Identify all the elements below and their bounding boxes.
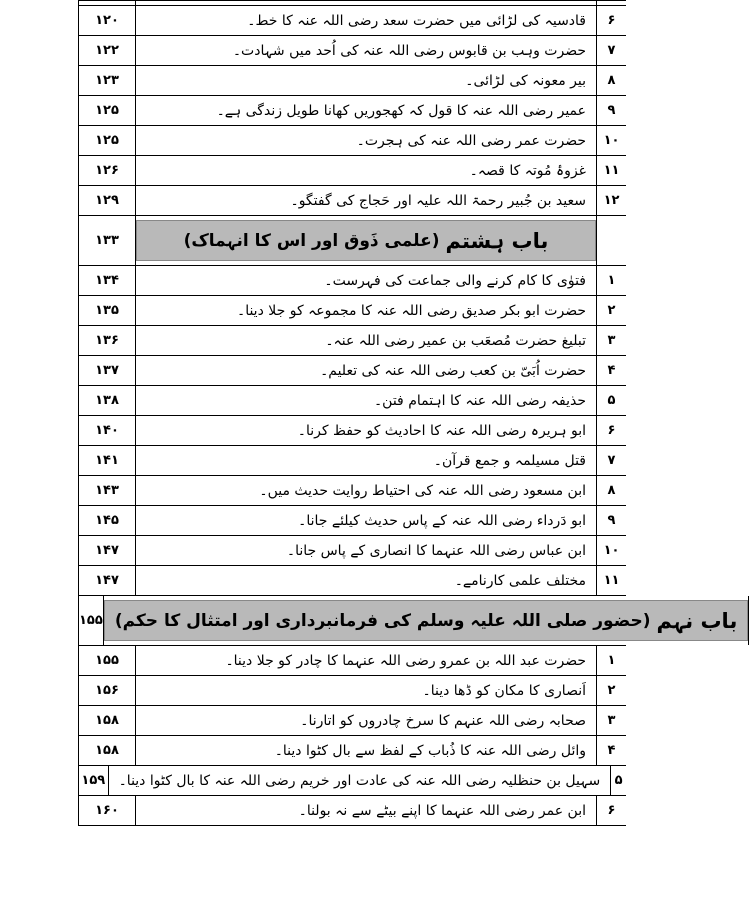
page-number: ۱۴۷ (78, 566, 136, 595)
page-number: ۱۴۵ (78, 506, 136, 535)
page-number: ۱۵۸ (78, 706, 136, 735)
entry-title: قتل مسیلمہ و جمع قرآن۔ (433, 452, 586, 469)
entry-title: ابو ہریرہ رضی اللہ عنہ کا احادیث کو حفظ کرنا۔ (297, 422, 586, 439)
page-number: ۱۴۷ (78, 536, 136, 565)
page-number: ۱۲۶ (78, 156, 136, 185)
page-number: ۱۳۴ (78, 266, 136, 295)
chapter-title (104, 600, 749, 641)
entry-title: حضرت اُبَیّ بن کعب رضی اللہ عنہ کی تعلیم۔ (320, 362, 586, 379)
entry-number: ۲ (596, 296, 626, 325)
toc-entry-row (78, 126, 626, 156)
page-number: ۱۲۵ (78, 126, 136, 155)
entry-title: سعید بن جُبیر رحمۃ اللہ علیہ اور حَجاج کی گفتگو۔ (290, 192, 586, 209)
entry-title: ابو دَرداء رضی اللہ عنہ کے پاس حدیث کیلئے جانا۔ (298, 512, 586, 529)
page-number: ۱۳۷ (78, 356, 136, 385)
entry-title: حذیفہ رضی اللہ عنہ کا اہتمام فتن۔ (373, 392, 586, 409)
page-number: ۱۵۶ (78, 676, 136, 705)
chapter-header-row (78, 596, 738, 646)
toc-entry-row (78, 766, 626, 796)
toc-entry-row (78, 676, 626, 706)
toc-entry-row (78, 446, 626, 476)
toc-entry-row (78, 96, 626, 126)
entry-title: حضرت عبد اللہ بن عمرو رضی اللہ عنہما کا چادر کو جلا دینا۔ (225, 652, 586, 669)
entry-title: قادسیہ کی لڑائی میں حضرت سعد رضی اللہ عنہ کا خط۔ (247, 12, 586, 29)
toc-entry-row (78, 186, 626, 216)
entry-title: فتوٰی کا کام کرنے والی جماعت کی فہرست۔ (324, 272, 586, 289)
entry-number: ۴ (596, 356, 626, 385)
toc-entry-row (78, 326, 626, 356)
toc-entry-row (78, 296, 626, 326)
entry-number: ۵ (596, 386, 626, 415)
entry-number: ۶ (596, 796, 626, 825)
page-number: ۱۵۵ (78, 596, 104, 645)
entry-title: اَنصاری کا مکان کو ڈھا دینا۔ (422, 682, 586, 699)
entry-number: ۹ (596, 96, 626, 125)
toc-entry-row (78, 646, 626, 676)
chapter-label: باب نہم (656, 608, 738, 633)
toc-entry-row (78, 506, 626, 536)
toc-entry-row (78, 266, 626, 296)
entry-title: بیر معونہ کی لڑائی۔ (465, 72, 586, 89)
toc-entry-row (78, 706, 626, 736)
entry-number: ۲ (596, 676, 626, 705)
toc-entry-row (78, 36, 626, 66)
entry-number: ۵ (610, 766, 626, 795)
entry-number: ۱ (596, 646, 626, 675)
entry-title: صحابہ رضی اللہ عنہم کا سرخ چادروں کو اتارنا۔ (300, 712, 586, 729)
entry-number: ۳ (596, 326, 626, 355)
entry-number: ۱۰ (596, 126, 626, 155)
page-number: ۱۶۰ (78, 796, 136, 825)
page-number: ۱۳۶ (78, 326, 136, 355)
chapter-label: باب ہشتم (445, 228, 549, 253)
entry-number: ۹ (596, 506, 626, 535)
toc-entry-row (78, 796, 626, 826)
toc-entry-row (78, 66, 626, 96)
toc-entry-row (78, 6, 626, 36)
page-number: ۱۳۳ (78, 216, 136, 265)
entry-number: ۱۰ (596, 536, 626, 565)
page-number: ۱۴۱ (78, 446, 136, 475)
entry-title: حضرت وہب بن قابوس رضی اللہ عنہ کی اُحد میں شہادت۔ (232, 42, 586, 59)
page-number: ۱۲۹ (78, 186, 136, 215)
page-number: ۱۲۵ (78, 96, 136, 125)
page-number: ۱۳۸ (78, 386, 136, 415)
entry-number: ۴ (596, 736, 626, 765)
table-of-contents (78, 0, 738, 826)
entry-number: ۸ (596, 66, 626, 95)
entry-number: ۱۲ (596, 186, 626, 215)
entry-number: ۳ (596, 706, 626, 735)
entry-title: عمیر رضی اللہ عنہ کا قول کہ کھجوریں کھانا طویل زندگی ہے۔ (216, 102, 586, 119)
entry-title: غزوۂ مُوتہ کا قصہ۔ (469, 162, 586, 179)
page-number: ۱۲۳ (78, 66, 136, 95)
entry-number: ۸ (596, 476, 626, 505)
toc-entry-row (78, 416, 626, 446)
toc-entry-row (78, 566, 626, 596)
entry-title: مختلف علمی کارنامے۔ (454, 572, 586, 589)
entry-number: ۷ (596, 446, 626, 475)
entry-number: ۱ (596, 266, 626, 295)
entry-title: سہیل بن حنظلیہ رضی اللہ عنہ کی عادت اور خریم رضی اللہ عنہ کا بال کٹوا دینا۔ (118, 772, 601, 789)
toc-entry-row (78, 156, 626, 186)
page-number: ۱۵۹ (78, 766, 109, 795)
entry-title: تبلیغ حضرت مُصعَب بن عمیر رضی اللہ عنہ۔ (325, 332, 586, 349)
entry-title: حضرت عمر رضی اللہ عنہ کی ہجرت۔ (356, 132, 586, 149)
toc-entry-row (78, 356, 626, 386)
page-number: ۱۴۳ (78, 476, 136, 505)
entry-number: ۶ (596, 6, 626, 35)
entry-number (596, 216, 626, 265)
entry-title: حضرت ابو بکر صدیق رضی اللہ عنہ کا مجموعہ کو جلا دینا۔ (236, 302, 586, 319)
page-number: ۱۵۵ (78, 646, 136, 675)
chapter-subtitle: (حضور صلی اللہ علیہ وسلم کی فرمانبرداری اور امتثال کا حکم) (114, 611, 651, 631)
page-number: ۱۵۸ (78, 736, 136, 765)
toc-entry-row (78, 736, 626, 766)
toc-entry-row (78, 476, 626, 506)
entry-title: ابن مسعود رضی اللہ عنہ کی احتیاط روایت حدیث میں۔ (259, 482, 586, 499)
entry-number: ۱۱ (596, 156, 626, 185)
chapter-subtitle: (علمی ذَوق اور اس کا انہماک) (183, 231, 440, 251)
page-number: ۱۴۰ (78, 416, 136, 445)
entry-title: ابن عباس رضی اللہ عنہما کا انصاری کے پاس جانا۔ (286, 542, 586, 559)
page-number: ۱۲۰ (78, 6, 136, 35)
entry-title: وائل رضی اللہ عنہ کا ذُباب کے لفظ سے بال کٹوا دینا۔ (274, 742, 586, 759)
entry-title: ابن عمر رضی اللہ عنہما کا اپنے بیٹے سے نہ بولنا۔ (298, 802, 586, 819)
page-number: ۱۳۵ (78, 296, 136, 325)
toc-entry-row (78, 536, 626, 566)
chapter-header-row (78, 216, 626, 266)
page-number: ۱۲۲ (78, 36, 136, 65)
entry-number: ۱۱ (596, 566, 626, 595)
chapter-title (136, 220, 596, 261)
toc-entry-row (78, 386, 626, 416)
entry-number: ۶ (596, 416, 626, 445)
entry-number: ۷ (596, 36, 626, 65)
